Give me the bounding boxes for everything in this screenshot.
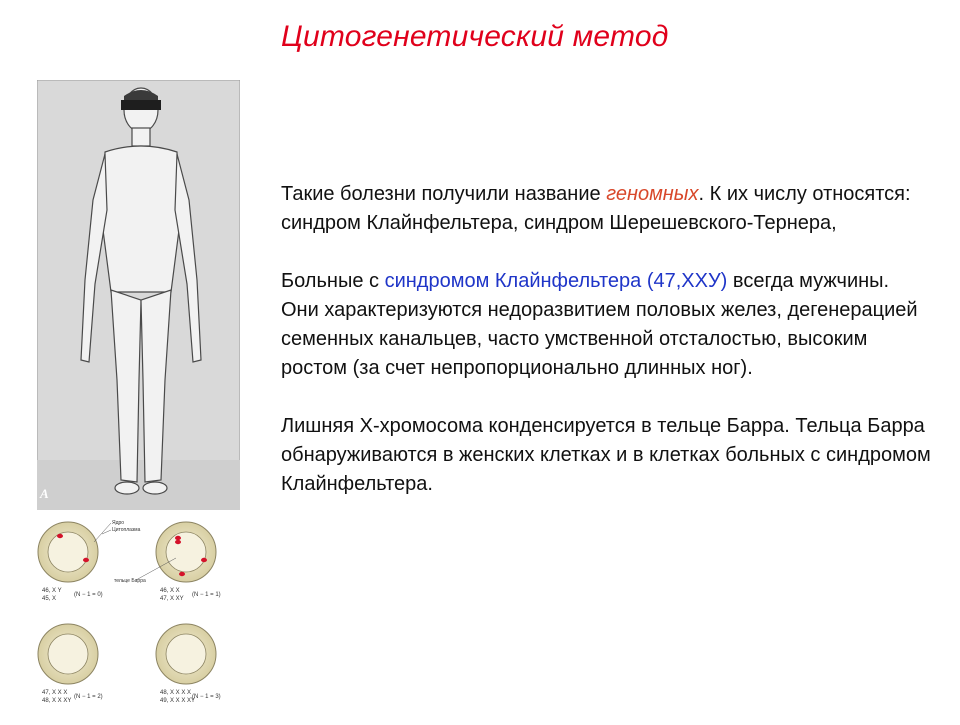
patient-photo — [37, 80, 240, 510]
barr-formula: (N − 1 = 2) — [74, 694, 103, 700]
cells-diagram-svg — [36, 512, 248, 720]
barr-body-diagram — [36, 512, 248, 720]
highlight-genomic: геномных — [606, 183, 699, 205]
highlight-klinefelter: синдромом Клайнфельтера (47,ХХУ) — [384, 270, 728, 292]
karyotype-2: 49, X X X XY — [160, 698, 196, 704]
label-cytoplasm: Цитоплазма — [112, 527, 141, 533]
cell-1 — [38, 522, 103, 602]
karyotype-1: 47, X X X — [42, 690, 68, 696]
barr-body-mark — [179, 572, 185, 576]
slide-title: Цитогенетический метод — [281, 20, 669, 53]
barr-body-mark — [201, 558, 207, 562]
slide-body — [281, 180, 931, 528]
label-nucleus: Ядро — [112, 520, 125, 526]
paragraph-klinefelter: Больные с синдромом Клайнфельтера (47,ХХУ) всегда мужчины. Они характеризуются недоразвитием половых желез, дегенерацией семенных канальцев, часто умственной отсталостью, высоким ростом (за счет непропорционально длинных ног). — [281, 270, 918, 379]
barr-body-mark — [175, 536, 181, 540]
barr-formula: (N − 1 = 1) — [192, 592, 221, 598]
karyotype-2: 48, X X XY — [42, 698, 72, 704]
karyotype-2: 45, X — [42, 596, 57, 602]
label-barr-body: тельце Барра — [114, 578, 146, 584]
paragraph-genomic: Такие болезни получили название геномных. К их числу относятся: синдром Клайнфельтера, синдром Шерешевского-Тернера, — [281, 183, 911, 234]
patient-figure-image — [37, 80, 240, 510]
barr-body-mark — [175, 540, 181, 544]
karyotype-1: 46, X Y — [42, 588, 62, 594]
karyotype-1: 48, X X X X — [160, 690, 192, 696]
barr-formula: (N − 1 = 3) — [192, 694, 221, 700]
barr-body-mark — [83, 558, 89, 562]
photo-letter-label: A — [40, 486, 49, 501]
barr-formula: (N − 1 = 0) — [74, 592, 103, 598]
karyotype-2: 47, X XY — [160, 596, 184, 602]
karyotype-1: 46, X X — [160, 588, 180, 594]
cell-2 — [156, 522, 221, 602]
barr-body-mark — [57, 534, 63, 538]
paragraph-barr-body: Лишняя Х-хромосома конденсируется в тельце Барра. Тельца Барра обнаруживаются в женских клетках и в клетках больных с синдромом Клайнфельтера. — [281, 415, 931, 495]
